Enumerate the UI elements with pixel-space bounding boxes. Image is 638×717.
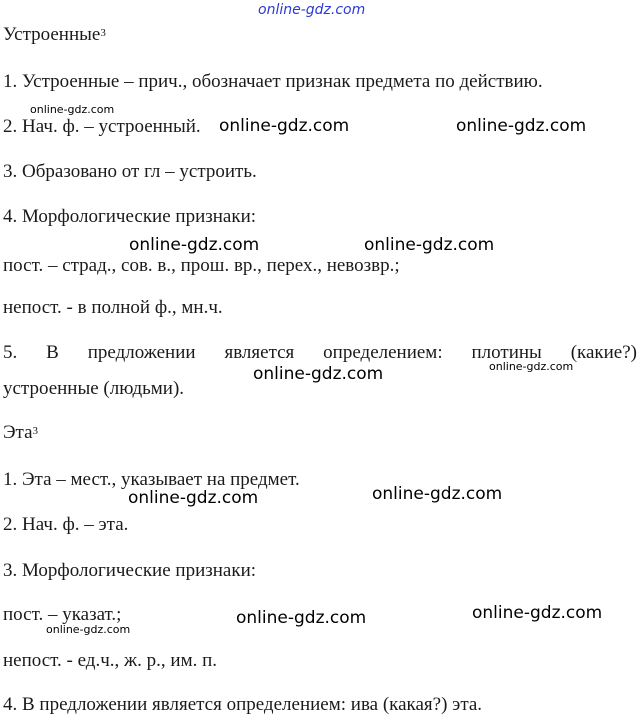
watermark-small: online-gdz.com xyxy=(489,360,574,373)
word2-item2: 2. Нач. ф. – эта. xyxy=(3,514,129,535)
word1-item4: 4. Морфологические признаки: xyxy=(3,206,257,227)
word2-item4: 4. В предложении является определением: ива (какая?) эта. xyxy=(3,694,483,715)
watermark-big: online-gdz.com xyxy=(364,235,495,255)
word2-heading-text: Эта xyxy=(3,422,33,443)
watermark-small: online-gdz.com xyxy=(30,103,115,116)
word1-const: пост. – страд., сов. в., прош. вр., перех., невозвр.; xyxy=(3,255,400,276)
watermark-big: online-gdz.com xyxy=(472,603,603,623)
watermark-small: online-gdz.com xyxy=(46,623,131,636)
item5-word: (какие?) xyxy=(570,342,637,363)
word1-item3: 3. Образовано от гл – устроить. xyxy=(3,161,257,182)
item5-word: плотины xyxy=(471,342,542,363)
word1-heading-text: Устроенные xyxy=(3,24,101,45)
watermark-big: online-gdz.com xyxy=(219,116,350,136)
word2-heading xyxy=(3,422,38,444)
word1-heading xyxy=(3,24,106,46)
watermark-big: online-gdz.com xyxy=(372,484,503,504)
word2-const: пост. – указат.; xyxy=(3,604,122,625)
item5-word: предложении xyxy=(87,342,196,363)
word2-nonconst: непост. - ед.ч., ж. р., им. п. xyxy=(3,650,218,671)
watermark-big: online-gdz.com xyxy=(253,364,384,384)
word1-nonconst: непост. - в полной ф., мн.ч. xyxy=(3,297,223,318)
watermark-big: online-gdz.com xyxy=(236,608,367,628)
word1-item2: 2. Нач. ф. – устроенный. xyxy=(3,116,201,137)
watermark-big: online-gdz.com xyxy=(456,116,587,136)
watermark-big: online-gdz.com xyxy=(129,235,260,255)
item5-word: является xyxy=(224,342,295,363)
item5-word: В xyxy=(46,342,59,363)
word2-item1: 1. Эта – мест., указывает на предмет. xyxy=(3,469,300,490)
word2-heading-sup: 3 xyxy=(32,425,39,437)
word1-heading-sup: 3 xyxy=(100,27,106,39)
item5-word: 5. xyxy=(3,342,18,363)
item5-word: определением: xyxy=(323,342,443,363)
word1-item1: 1. Устроенные – прич., обозначает признак предмета по действию. xyxy=(3,71,543,92)
word2-item3: 3. Морфологические признаки: xyxy=(3,560,257,581)
word1-item5-line2: устроенные (людьми). xyxy=(3,378,185,399)
watermark-top: online-gdz.com xyxy=(258,2,366,18)
watermark-big: online-gdz.com xyxy=(128,488,259,508)
